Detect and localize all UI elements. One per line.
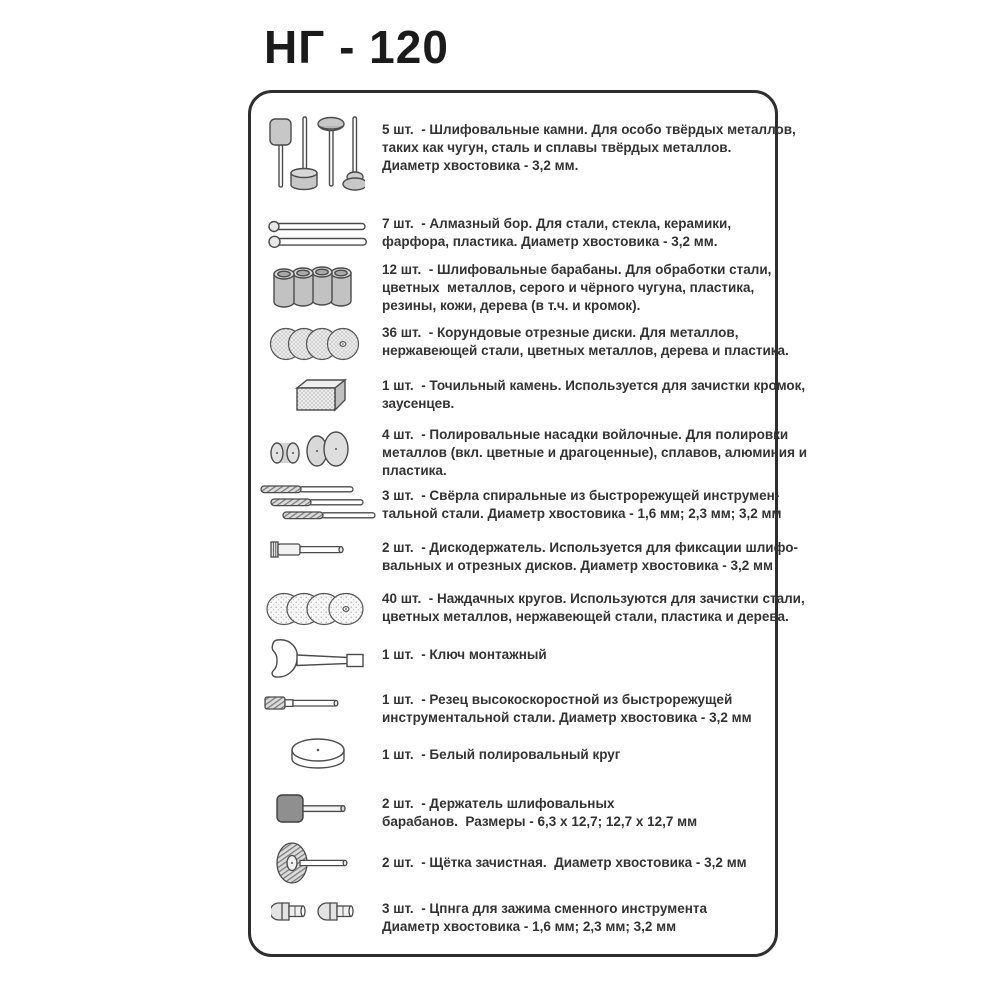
item-description xyxy=(382,900,707,936)
item-description-line: 5 шт. - Шлифовальные камни. Для особо твёрдых металлов, xyxy=(382,122,796,137)
item-description xyxy=(382,539,798,575)
sharpening-stone-icon xyxy=(293,376,349,416)
brush-icon xyxy=(273,841,361,885)
item-description-line: 2 шт. - Щётка зачистная. Диаметр хвостовика - 3,2 мм xyxy=(382,855,747,870)
item-description-line: Диаметр хвостовика - 3,2 мм. xyxy=(382,158,579,173)
sharpening-stone-icon xyxy=(293,376,349,416)
drum-holder-icon xyxy=(273,789,361,829)
item-description-line: 3 шт. - Свёрла спиральные из быстрорежущей инструмен- xyxy=(382,488,780,503)
item-description-line: вальных и отрезных дисков. Диаметр хвостовика - 3,2 мм xyxy=(382,558,774,573)
item-description-line: металлов (вкл. цветные и драгоценные), сплавов, алюминия и xyxy=(382,445,808,460)
sanding-discs-icon xyxy=(265,586,367,632)
item-description-line: Диаметр хвостовика - 1,6 мм; 2,3 мм; 3,2 мм xyxy=(382,919,677,934)
cutter-icon xyxy=(263,691,345,717)
grinding-stones-icon xyxy=(265,113,365,195)
items-card xyxy=(248,90,808,957)
item-description-line: 36 шт. - Корундовые отрезные диски. Для металлов, xyxy=(382,325,739,340)
cutoff-discs-icon xyxy=(269,323,365,365)
sanding-drums-icon xyxy=(271,263,359,313)
item-description xyxy=(382,215,731,251)
brush-icon xyxy=(273,841,361,885)
sanding-drums-icon xyxy=(271,263,359,313)
item-description-line: 40 шт. - Наждачных кругов. Используются для зачистки стали, xyxy=(382,591,805,606)
collets-icon xyxy=(271,896,363,928)
page-title: НГ - 120 xyxy=(264,21,449,73)
item-description-line: фарфора, пластика. Диаметр хвостовика - 3,2 мм. xyxy=(382,234,718,249)
item-description xyxy=(382,746,620,764)
twist-drills-icon xyxy=(259,483,377,525)
polishing-wheel-icon xyxy=(289,735,347,773)
item-description-line: цветных металлов, нержавеющей стали, пластика и дерева. xyxy=(382,609,789,624)
item-description-line: заусенцев. xyxy=(382,396,455,411)
item-description-line: 1 шт. - Белый полировальный круг xyxy=(382,747,621,762)
diamond-burs-icon xyxy=(267,217,369,251)
item-description-line: 2 шт. - Держатель шлифовальных xyxy=(382,796,615,811)
diamond-burs-icon xyxy=(267,217,369,251)
item-description xyxy=(382,854,747,872)
item-description xyxy=(382,487,782,523)
item-description xyxy=(382,795,697,831)
item-description xyxy=(382,261,771,315)
item-description-line: нержавеющей стали, цветных металлов, дерева и пластика. xyxy=(382,343,789,358)
grinding-stones-icon xyxy=(265,113,365,195)
twist-drills-icon xyxy=(259,483,377,525)
item-description-line: 7 шт. - Алмазный бор. Для стали, стекла, керамики, xyxy=(382,216,732,231)
item-description-line: 12 шт. - Шлифовальные барабаны. Для обработки стали, xyxy=(382,262,772,277)
item-description xyxy=(382,426,807,480)
wrench-icon xyxy=(261,634,369,684)
disc-holder-icon xyxy=(269,537,347,563)
item-description xyxy=(382,324,789,360)
item-description-line: 3 шт. - Цпнга для зажима сменного инструмента xyxy=(382,901,707,916)
item-description xyxy=(382,377,805,413)
item-description-line: резины, кожи, дерева (в т.ч. и кромок). xyxy=(382,298,641,313)
item-description-line: цветных металлов, серого и чёрного чугуна, пластика, xyxy=(382,280,755,295)
item-description-line: 1 шт. - Точильный камень. Используется для зачистки кромок, xyxy=(382,378,806,393)
item-description xyxy=(382,590,805,626)
item-description xyxy=(382,121,796,175)
drum-holder-icon xyxy=(273,789,361,829)
sanding-discs-icon xyxy=(265,586,367,632)
polishing-wheel-icon xyxy=(289,735,347,773)
item-description-line: 1 шт. - Ключ монтажный xyxy=(382,647,547,662)
item-description xyxy=(382,646,547,664)
item-description-line: 1 шт. - Резец высокоскоростной из быстрорежущей xyxy=(382,692,733,707)
item-description-line: инструментальной стали. Диаметр хвостовика - 3,2 мм xyxy=(382,710,752,725)
item-description-line: таких как чугун, сталь и сплавы твёрдых металлов. xyxy=(382,140,732,155)
item-description-line: 2 шт. - Дискодержатель. Используется для фиксации шлифо- xyxy=(382,540,798,555)
item-description-line: 4 шт. - Полировальные насадки войлочные. Для полировки xyxy=(382,427,789,442)
wrench-icon xyxy=(261,634,369,684)
felt-polishing-tips-icon xyxy=(265,425,353,473)
cutter-icon xyxy=(263,691,345,717)
felt-polishing-tips-icon xyxy=(265,425,353,473)
collets-icon xyxy=(271,896,363,928)
disc-holder-icon xyxy=(269,537,347,563)
item-description-line: тальной стали. Диаметр хвостовика - 1,6 мм; 2,3 мм; 3,2 мм xyxy=(382,506,782,521)
item-description-line: барабанов. Размеры - 6,3 x 12,7; 12,7 x 12,7 мм xyxy=(382,814,698,829)
item-description xyxy=(382,691,752,727)
cutoff-discs-icon xyxy=(269,323,365,365)
item-description-line: пластика. xyxy=(382,463,447,478)
